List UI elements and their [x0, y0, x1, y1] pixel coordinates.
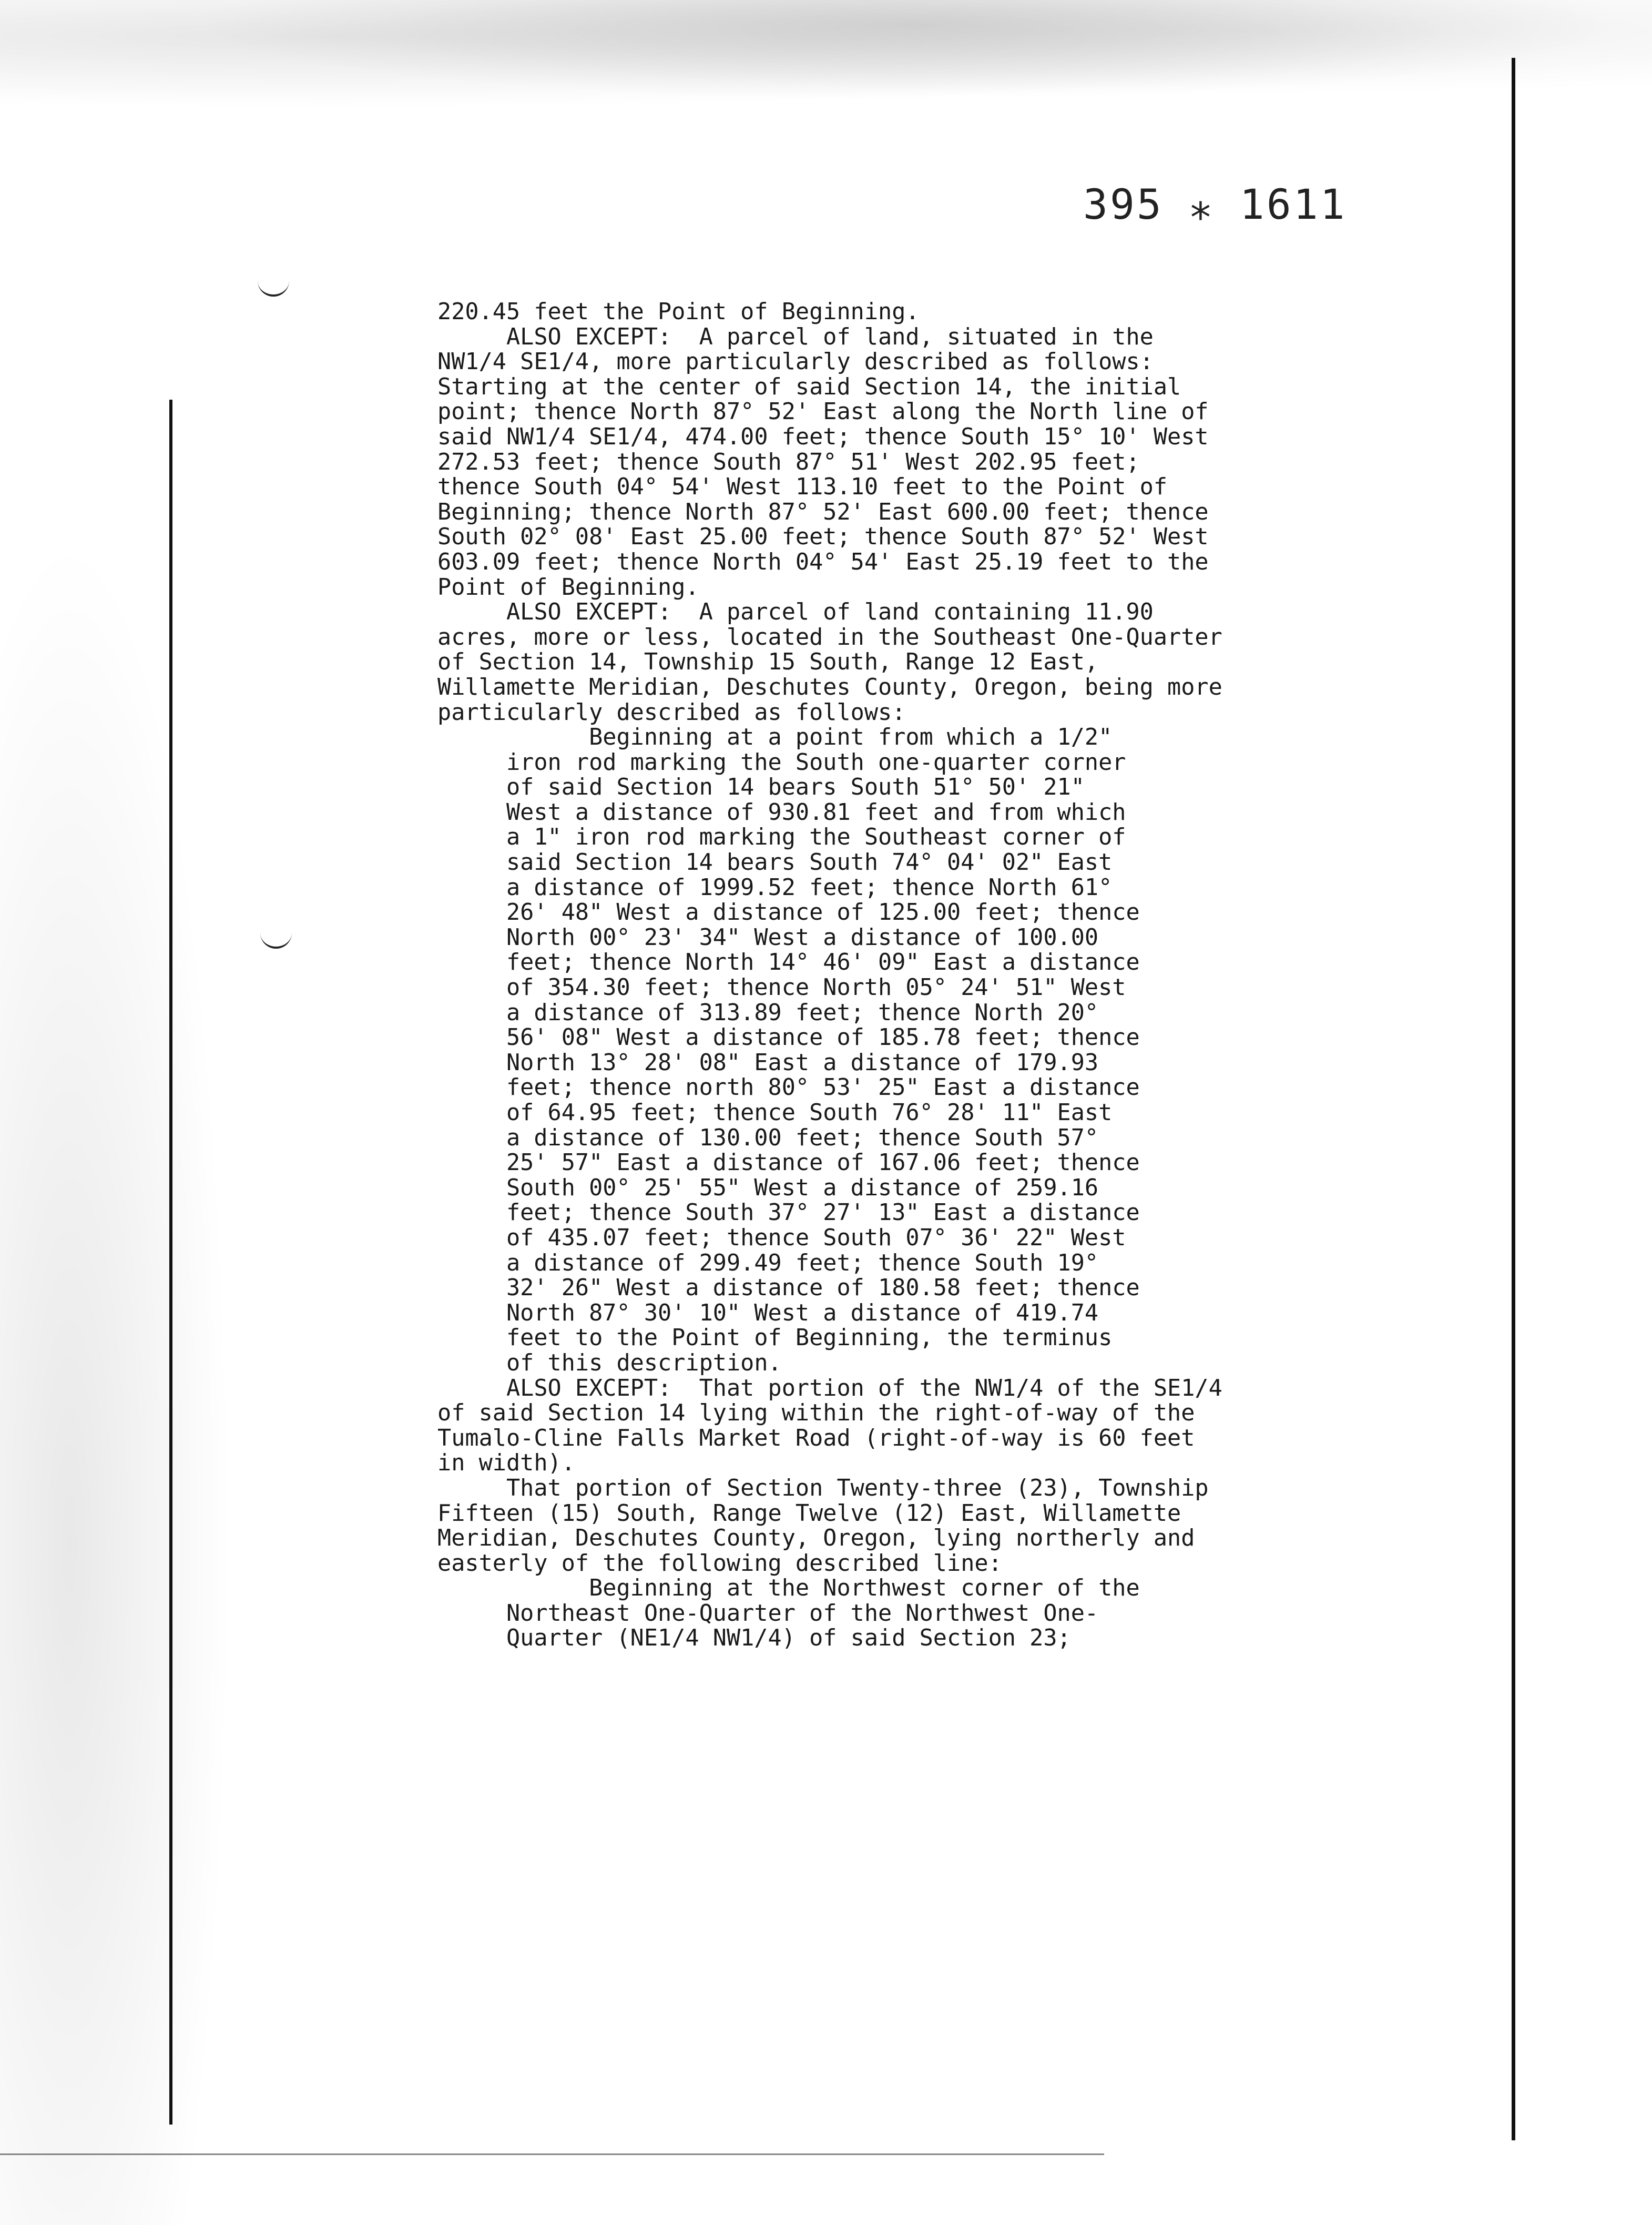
- text-line: a distance of 130.00 feet; thence South 57°: [437, 1124, 1099, 1151]
- text-line: West a distance of 930.81 feet and from which: [437, 799, 1126, 826]
- text-line: Quarter (NE1/4 NW1/4) of said Section 23;: [437, 1625, 1071, 1652]
- hole-punch-mark: [260, 931, 292, 949]
- text-line: ALSO EXCEPT: That portion of the NW1/4 of the SE1/4: [437, 1375, 1222, 1401]
- text-line: South 00° 25' 55" West a distance of 259.16: [437, 1174, 1099, 1201]
- hole-punch-mark: [258, 279, 289, 297]
- text-line: said Section 14 bears South 74° 04' 02" East: [437, 849, 1113, 876]
- text-line: ALSO EXCEPT: A parcel of land containing 11.90: [437, 599, 1154, 626]
- scan-noise-left: [0, 526, 231, 2225]
- text-line: acres, more or less, located in the Southeast One-Quarter: [437, 624, 1222, 651]
- text-line: iron rod marking the South one-quarter corner: [437, 749, 1126, 776]
- text-line: 25' 57" East a distance of 167.06 feet; thence: [437, 1150, 1140, 1176]
- text-line: in width).: [437, 1450, 575, 1477]
- text-line: 272.53 feet; thence South 87° 51' West 202.95 feet;: [437, 449, 1140, 475]
- text-line: a distance of 299.49 feet; thence South 19°: [437, 1249, 1099, 1276]
- text-line: Beginning at a point from which a 1/2": [437, 724, 1113, 751]
- text-line: 32' 26" West a distance of 180.58 feet; thence: [437, 1275, 1140, 1302]
- text-line: of said Section 14 bears South 51° 50' 21": [437, 774, 1085, 801]
- text-line: 220.45 feet the Point of Beginning.: [437, 299, 920, 325]
- text-line: Meridian, Deschutes County, Oregon, lying northerly and: [437, 1525, 1195, 1552]
- text-line: feet; thence South 37° 27' 13" East a distance: [437, 1200, 1140, 1226]
- text-line: feet; thence north 80° 53' 25" East a distance: [437, 1074, 1140, 1101]
- text-line: 26' 48" West a distance of 125.00 feet; thence: [437, 899, 1140, 926]
- text-line: a distance of 313.89 feet; thence North 20°: [437, 999, 1099, 1026]
- page-border-right: [1512, 58, 1515, 2140]
- text-line: Tumalo-Cline Falls Market Road (right-of-way is 60 feet: [437, 1425, 1195, 1451]
- text-line: easterly of the following described line:: [437, 1550, 1002, 1577]
- text-line: That portion of Section Twenty-three (23), Township: [437, 1475, 1209, 1501]
- text-line: North 00° 23' 34" West a distance of 100.00: [437, 924, 1099, 951]
- scan-footer-rule: [0, 2153, 1104, 2155]
- text-line: feet; thence North 14° 46' 09" East a distance: [437, 949, 1140, 976]
- text-line: a 1" iron rod marking the Southeast corner of: [437, 824, 1126, 851]
- text-line: said NW1/4 SE1/4, 474.00 feet; thence South 15° 10' West: [437, 423, 1209, 450]
- text-line: point; thence North 87° 52' East along the North line of: [437, 399, 1209, 425]
- text-line: Beginning at the Northwest corner of the: [437, 1575, 1140, 1602]
- legal-description-body: [437, 300, 1258, 1651]
- text-line: of this description.: [437, 1349, 782, 1376]
- text-line: of Section 14, Township 15 South, Range 12 East,: [437, 649, 1099, 676]
- text-line: Northeast One-Quarter of the Northwest One-: [437, 1600, 1099, 1627]
- text-line: 603.09 feet; thence North 04° 54' East 25.19 feet to the: [437, 548, 1209, 575]
- text-line: Willamette Meridian, Deschutes County, Oregon, being more: [437, 674, 1222, 700]
- text-line: ALSO EXCEPT: A parcel of land, situated in the: [437, 323, 1154, 350]
- text-line: North 87° 30' 10" West a distance of 419.74: [437, 1299, 1099, 1326]
- scan-noise-top: [0, 0, 1652, 121]
- text-line: feet to the Point of Beginning, the terminus: [437, 1325, 1113, 1352]
- text-line: Fifteen (15) South, Range Twelve (12) East, Willamette: [437, 1500, 1181, 1527]
- text-line: South 02° 08' East 25.00 feet; thence South 87° 52' West: [437, 524, 1209, 551]
- text-line: of 354.30 feet; thence North 05° 24' 51" West: [437, 974, 1126, 1001]
- text-line: 56' 08" West a distance of 185.78 feet; thence: [437, 1024, 1140, 1051]
- text-line: a distance of 1999.52 feet; thence North 61°: [437, 874, 1113, 901]
- text-line: thence South 04° 54' West 113.10 feet to the Point of: [437, 474, 1168, 501]
- page-number: 395 ⁎ 1611: [1083, 181, 1347, 229]
- text-line: of said Section 14 lying within the right-of-way of the: [437, 1400, 1195, 1427]
- text-line: particularly described as follows:: [437, 699, 906, 726]
- text-line: Starting at the center of said Section 14, the initial: [437, 373, 1181, 400]
- text-line: Beginning; thence North 87° 52' East 600.00 feet; thence: [437, 499, 1209, 525]
- page-border-left: [169, 400, 172, 2125]
- text-line: Point of Beginning.: [437, 574, 699, 601]
- text-line: North 13° 28' 08" East a distance of 179.93: [437, 1049, 1099, 1076]
- text-line: of 435.07 feet; thence South 07° 36' 22" West: [437, 1224, 1126, 1251]
- text-line: NW1/4 SE1/4, more particularly described as follows:: [437, 349, 1154, 375]
- text-line: of 64.95 feet; thence South 76° 28' 11" East: [437, 1100, 1113, 1126]
